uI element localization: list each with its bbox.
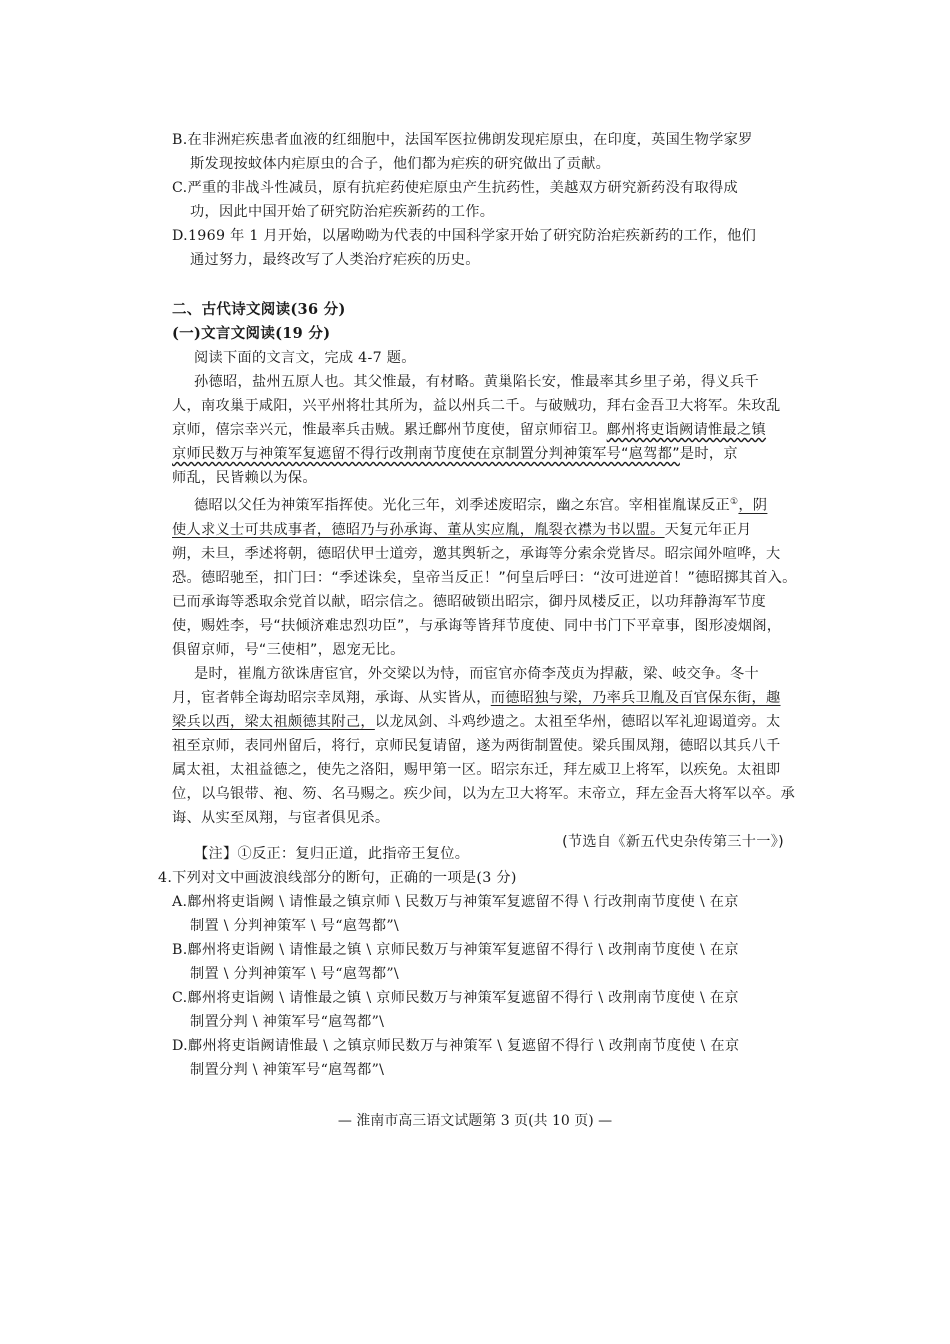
passage-line: 是时，崔胤方欲诛唐宦官，外交梁以为恃，而宦官亦倚李茂贞为捍蔽，梁、岐交争。冬十 — [194, 665, 760, 682]
passage-line: 月，宦者韩全诲劫昭宗幸凤翔，承诲、从实皆从，而德昭独与梁，乃率兵卫胤及百官保东街，趣 — [172, 689, 781, 706]
wavy-underlined-text: 鄜州将吏诣阙请惟最之镇 — [606, 422, 767, 438]
option-d-line-1: D.1969 年 1 月开始，以屠呦呦为代表的中国科学家开始了研究防治疟疾新药的工作，他们 — [172, 228, 757, 244]
footnote-marker: ① — [730, 497, 739, 507]
underlined-text: 使人求义士可共成事者，德昭乃与孙承诲、董从实应胤，胤裂衣襟为书以盟。 — [172, 521, 665, 538]
underlined-text: ，阴 — [738, 497, 768, 514]
passage-line: 使，赐姓李，号“扶倾济难忠烈功臣”，与承诲等皆拜节度使、同中书门下平章事，图形凌烟阁， — [172, 617, 782, 634]
answer-option-b: B.鄜州将吏诣阙 \ 请惟最之镇 \ 京师民数万与神策军复遮留不得行 \ 改荆南节度使 \ 在京 — [172, 942, 739, 958]
passage-line: 诲、从实至凤翔，与宦者俱见杀。 — [172, 809, 390, 826]
subsection-title: (一)文言文阅读(19 分) — [172, 325, 331, 342]
answer-option-a-cont: 制置 \ 分判神策军 \ 号“扈驾都”\ — [190, 918, 399, 934]
passage-line: 人，南攻巢于咸阳，兴平州将壮其所为，益以州兵二千。与破贼功，拜右金吾卫大将军。朱玫乱 — [172, 398, 781, 414]
passage-line: 使人求义士可共成事者，德昭乃与孙承诲、董从实应胤，胤裂衣襟为书以盟。天复元年正月 — [172, 521, 752, 538]
passage-line: 京师民数万与神策军复遮留不得行改荆南节度使在京制置分判神策军号“扈驾都”是时，京 — [172, 446, 738, 462]
answer-option-c-cont: 制置分判 \ 神策军号“扈驾都”\ — [190, 1014, 385, 1030]
classical-passage — [172, 370, 797, 854]
passage-line: 师乱，民皆赖以为保。 — [172, 470, 317, 486]
option-b-line-1: B.在非洲疟疾患者血液的红细胞中，法国军医拉佛朗发现疟原虫，在印度，英国生物学家罗 — [172, 132, 753, 148]
passage-line: 俱留京师，号“三使相”，恩宠无比。 — [172, 641, 405, 658]
passage-line: 京师，僖宗幸兴元，惟最率兵击贼。累迁鄜州节度使，留京师宿卫。鄜州将吏诣阙请惟最之镇 — [172, 422, 767, 438]
option-c-line-2: 功，因此中国开始了研究防治疟疾新药的工作。 — [190, 204, 495, 220]
question-4 — [158, 842, 792, 1082]
answer-option-d-cont: 制置分判 \ 神策军号“扈驾都”\ — [190, 1062, 385, 1078]
answer-option-d: D.鄜州将吏诣阙请惟最 \ 之镇京师民数万与神策军 \ 复遮留不得行 \ 改荆南节度使 \ 在京 — [172, 1038, 740, 1054]
previous-options — [172, 128, 792, 272]
passage-source: (节选自《新五代史杂传第三十一》) — [562, 833, 784, 850]
underlined-text: 而德昭独与梁，乃率兵卫胤及百官保东街，趣 — [490, 689, 781, 706]
question-stem: 4.下列对文中画波浪线部分的断句，正确的一项是(3 分) — [158, 870, 517, 886]
passage-line: 属太祖，太祖益德之，使先之洛阳，赐甲第一区。昭宗东迁，拜左威卫上将军，以疾免。太祖即 — [172, 761, 781, 778]
passage-line: 梁兵以西，梁太祖颇德其附己，以龙凤剑、斗鸡纱遗之。太祖至华州，德昭以军礼迎谒道旁。太 — [172, 713, 781, 730]
section-header — [172, 298, 792, 370]
instruction: 阅读下面的文言文，完成 4-7 题。 — [194, 350, 416, 366]
page-footer: — 淮南市高三语文试题第 3 页(共 10 页) — — [337, 1113, 613, 1129]
option-b-line-2: 斯发现按蚊体内疟原虫的合子，他们都为疟疾的研究做出了贡献。 — [190, 156, 611, 172]
passage-line: 位，以乌银带、袍、笏、名马赐之。疾少间，以为左卫大将军。末帝立，拜左金吾大将军以卒。承 — [172, 785, 795, 802]
passage-line: 祖至京师，表同州留后，将行，京师民复请留，遂为两街制置使。梁兵围凤翔，德昭以其兵八千 — [172, 737, 781, 754]
passage-line: 孙德昭，盐州五原人也。其父惟最，有材略。黄巢陷长安，惟最率其乡里子弟，得义兵千 — [194, 374, 760, 390]
answer-option-b-cont: 制置 \ 分判神策军 \ 号“扈驾都”\ — [190, 966, 399, 982]
footnote: 【注】①反正：复归正道，此指帝王复位。 — [194, 846, 470, 862]
passage-line: 朔，未旦，季述将朝，德昭伏甲士道旁，邀其舆斩之，承诲等分索余党皆尽。昭宗闻外喧哗，大 — [172, 545, 781, 562]
answer-option-a: A.鄜州将吏诣阙 \ 请惟最之镇京师 \ 民数万与神策军复遮留不得 \ 行改荆南节度使 \ 在京 — [172, 894, 739, 910]
option-d-line-2: 通过努力，最终改写了人类治疗疟疾的历史。 — [190, 252, 480, 268]
underlined-text: 梁兵以西，梁太祖颇德其附己， — [172, 713, 375, 730]
answer-option-c: C.鄜州将吏诣阙 \ 请惟最之镇 \ 京师民数万与神策军复遮留不得行 \ 改荆南节度使 \ 在京 — [172, 990, 739, 1006]
passage-line: 恐。德昭驰至，扣门曰：“季述诛矣，皇帝当反正！”何皇后呼曰：“汝可进逆首！”德昭掷其首入。 — [172, 569, 797, 586]
section-title: 二、古代诗文阅读(36 分) — [172, 301, 346, 318]
passage-line: 德昭以父任为神策军指挥使。光化三年，刘季述废昭宗，幽之东宫。宰相崔胤谋反正①，阴 — [194, 497, 768, 514]
wavy-underlined-text: 京师民数万与神策军复遮留不得行改荆南节度使在京制置分判神策军号“扈驾都” — [172, 446, 680, 462]
option-c-line-1: C.严重的非战斗性减员，原有抗疟药使疟原虫产生抗药性，美越双方研究新药没有取得成 — [172, 180, 738, 196]
passage-line: 已而承诲等悉取余党首以献，昭宗信之。德昭破锁出昭宗，御丹凤楼反正，以功拜静海军节度 — [172, 593, 766, 610]
